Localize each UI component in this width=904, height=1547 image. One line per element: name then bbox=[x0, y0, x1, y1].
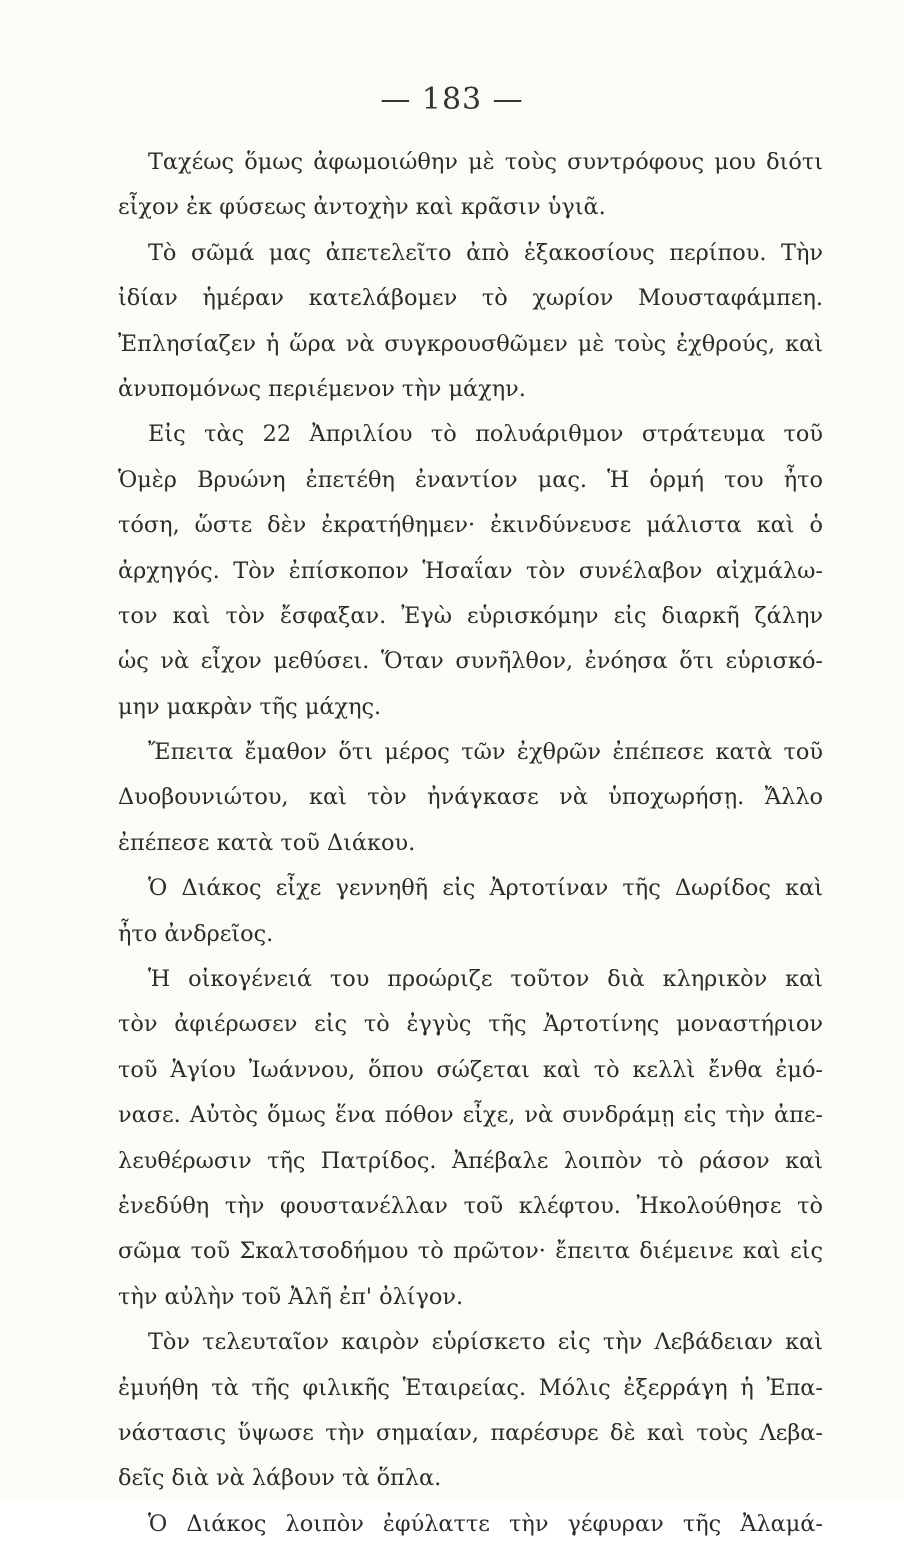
text-line: τὴν αὐλὴν τοῦ Ἀλῆ ἐπ' ὀλίγον. bbox=[118, 1283, 464, 1310]
text-line: σῶμα τοῦ Σκαλτσοδήμου τὸ πρῶτον· ἔπειτα διέμεινε καὶ εἰς bbox=[118, 1238, 823, 1265]
body-text bbox=[118, 140, 823, 1547]
text-line: ἐπέπεσε κατὰ τοῦ Διάκου. bbox=[118, 829, 416, 856]
text-line: νάστασις ὕψωσε τὴν σημαίαν, παρέσυρε δὲ καὶ τοὺς Λεβα- bbox=[118, 1419, 823, 1446]
text-line: τοῦ Ἁγίου Ἰωάννου, ὅπου σώζεται καὶ τὸ κελλὶ ἔνθα ἐμό- bbox=[118, 1056, 823, 1083]
text-line: Τὸ σῶμά μας ἀπετελεῖτο ἀπὸ ἑξακοσίους περίπου. Τὴν bbox=[148, 239, 823, 266]
text-line: ἐνεδύθη τὴν φουστανέλλαν τοῦ κλέφτου. Ἠκολούθησε τὸ bbox=[118, 1192, 823, 1219]
page-number: — 183 — bbox=[380, 82, 524, 117]
text-line: Ἔπειτα ἔμαθον ὅτι μέρος τῶν ἐχθρῶν ἐπέπεσε κατὰ τοῦ bbox=[148, 739, 823, 766]
text-line: δεῖς διὰ νὰ λάβουν τὰ ὅπλα. bbox=[118, 1465, 442, 1492]
text-line: Ὁ Διάκος λοιπὸν ἐφύλαττε τὴν γέφυραν τῆς Ἀλαμά- bbox=[148, 1510, 823, 1537]
text-line: Ὁ Διάκος εἶχε γεννηθῆ εἰς Ἀρτοτίναν τῆς Δωρίδος καὶ bbox=[148, 875, 823, 902]
text-line: ἀρχηγός. Τὸν ἐπίσκοπον Ἡσαΐαν τὸν συνέλαβον αἰχμάλω- bbox=[118, 557, 823, 584]
text-line: ἰδίαν ἡμέραν κατελάβομεν τὸ χωρίον Μουσταφάμπεη. bbox=[118, 285, 823, 312]
text-line: νασε. Αὐτὸς ὅμως ἕνα πόθον εἶχε, νὰ συνδράμῃ εἰς τὴν ἀπε- bbox=[118, 1102, 823, 1129]
text-line: τόση, ὥστε δὲν ἐκρατήθημεν· ἐκινδύνευσε μάλιστα καὶ ὁ bbox=[118, 512, 823, 539]
text-line: τον καὶ τὸν ἔσφαξαν. Ἐγὼ εὑρισκόμην εἰς διαρκῆ ζάλην bbox=[118, 602, 823, 629]
text-line: Δυοβουνιώτου, καὶ τὸν ἠνάγκασε νὰ ὑποχωρήσῃ. Ἄλλο bbox=[118, 784, 823, 811]
text-line: ἀνυπομόνως περιέμενον τὴν μάχην. bbox=[118, 375, 526, 402]
text-line: τὸν ἀφιέρωσεν εἰς τὸ ἐγγὺς τῆς Ἀρτοτίνης μοναστήριον bbox=[118, 1011, 823, 1038]
text-line: Εἰς τὰς 22 Ἀπριλίου τὸ πολυάριθμον στράτευμα τοῦ bbox=[148, 421, 823, 448]
text-line: Ἡ οἰκογένειά του προώριζε τοῦτον διὰ κληρικὸν καὶ bbox=[148, 966, 823, 993]
text-line: Ὁμὲρ Βρυώνη ἐπετέθη ἐναντίον μας. Ἡ ὁρμή του ἦτο bbox=[118, 466, 823, 493]
text-line: Ἐπλησίαζεν ἡ ὥρα νὰ συγκρουσθῶμεν μὲ τοὺς ἐχθρούς, καὶ bbox=[118, 330, 823, 357]
text-line: μην μακρὰν τῆς μάχης. bbox=[118, 693, 382, 720]
text-line: Τὸν τελευταῖον καιρὸν εὑρίσκετο εἰς τὴν Λεβάδειαν καὶ bbox=[148, 1329, 823, 1356]
text-line: ὡς νὰ εἶχον μεθύσει. Ὅταν συνῆλθον, ἐνόησα ὅτι εὑρισκό- bbox=[118, 648, 823, 675]
text-line: εἶχον ἐκ φύσεως ἀντοχὴν καὶ κρᾶσιν ὑγιᾶ. bbox=[118, 194, 606, 221]
text-line: ἦτο ἀνδρεῖος. bbox=[118, 920, 274, 947]
text-line: ἐμυήθη τὰ τῆς φιλικῆς Ἑταιρείας. Μόλις ἐξερράγη ἡ Ἐπα- bbox=[118, 1374, 823, 1401]
text-line: λευθέρωσιν τῆς Πατρίδος. Ἀπέβαλε λοιπὸν τὸ ράσον καὶ bbox=[118, 1147, 823, 1174]
text-line: Ταχέως ὅμως ἀφωμοιώθην μὲ τοὺς συντρόφους μου διότι bbox=[148, 149, 823, 175]
